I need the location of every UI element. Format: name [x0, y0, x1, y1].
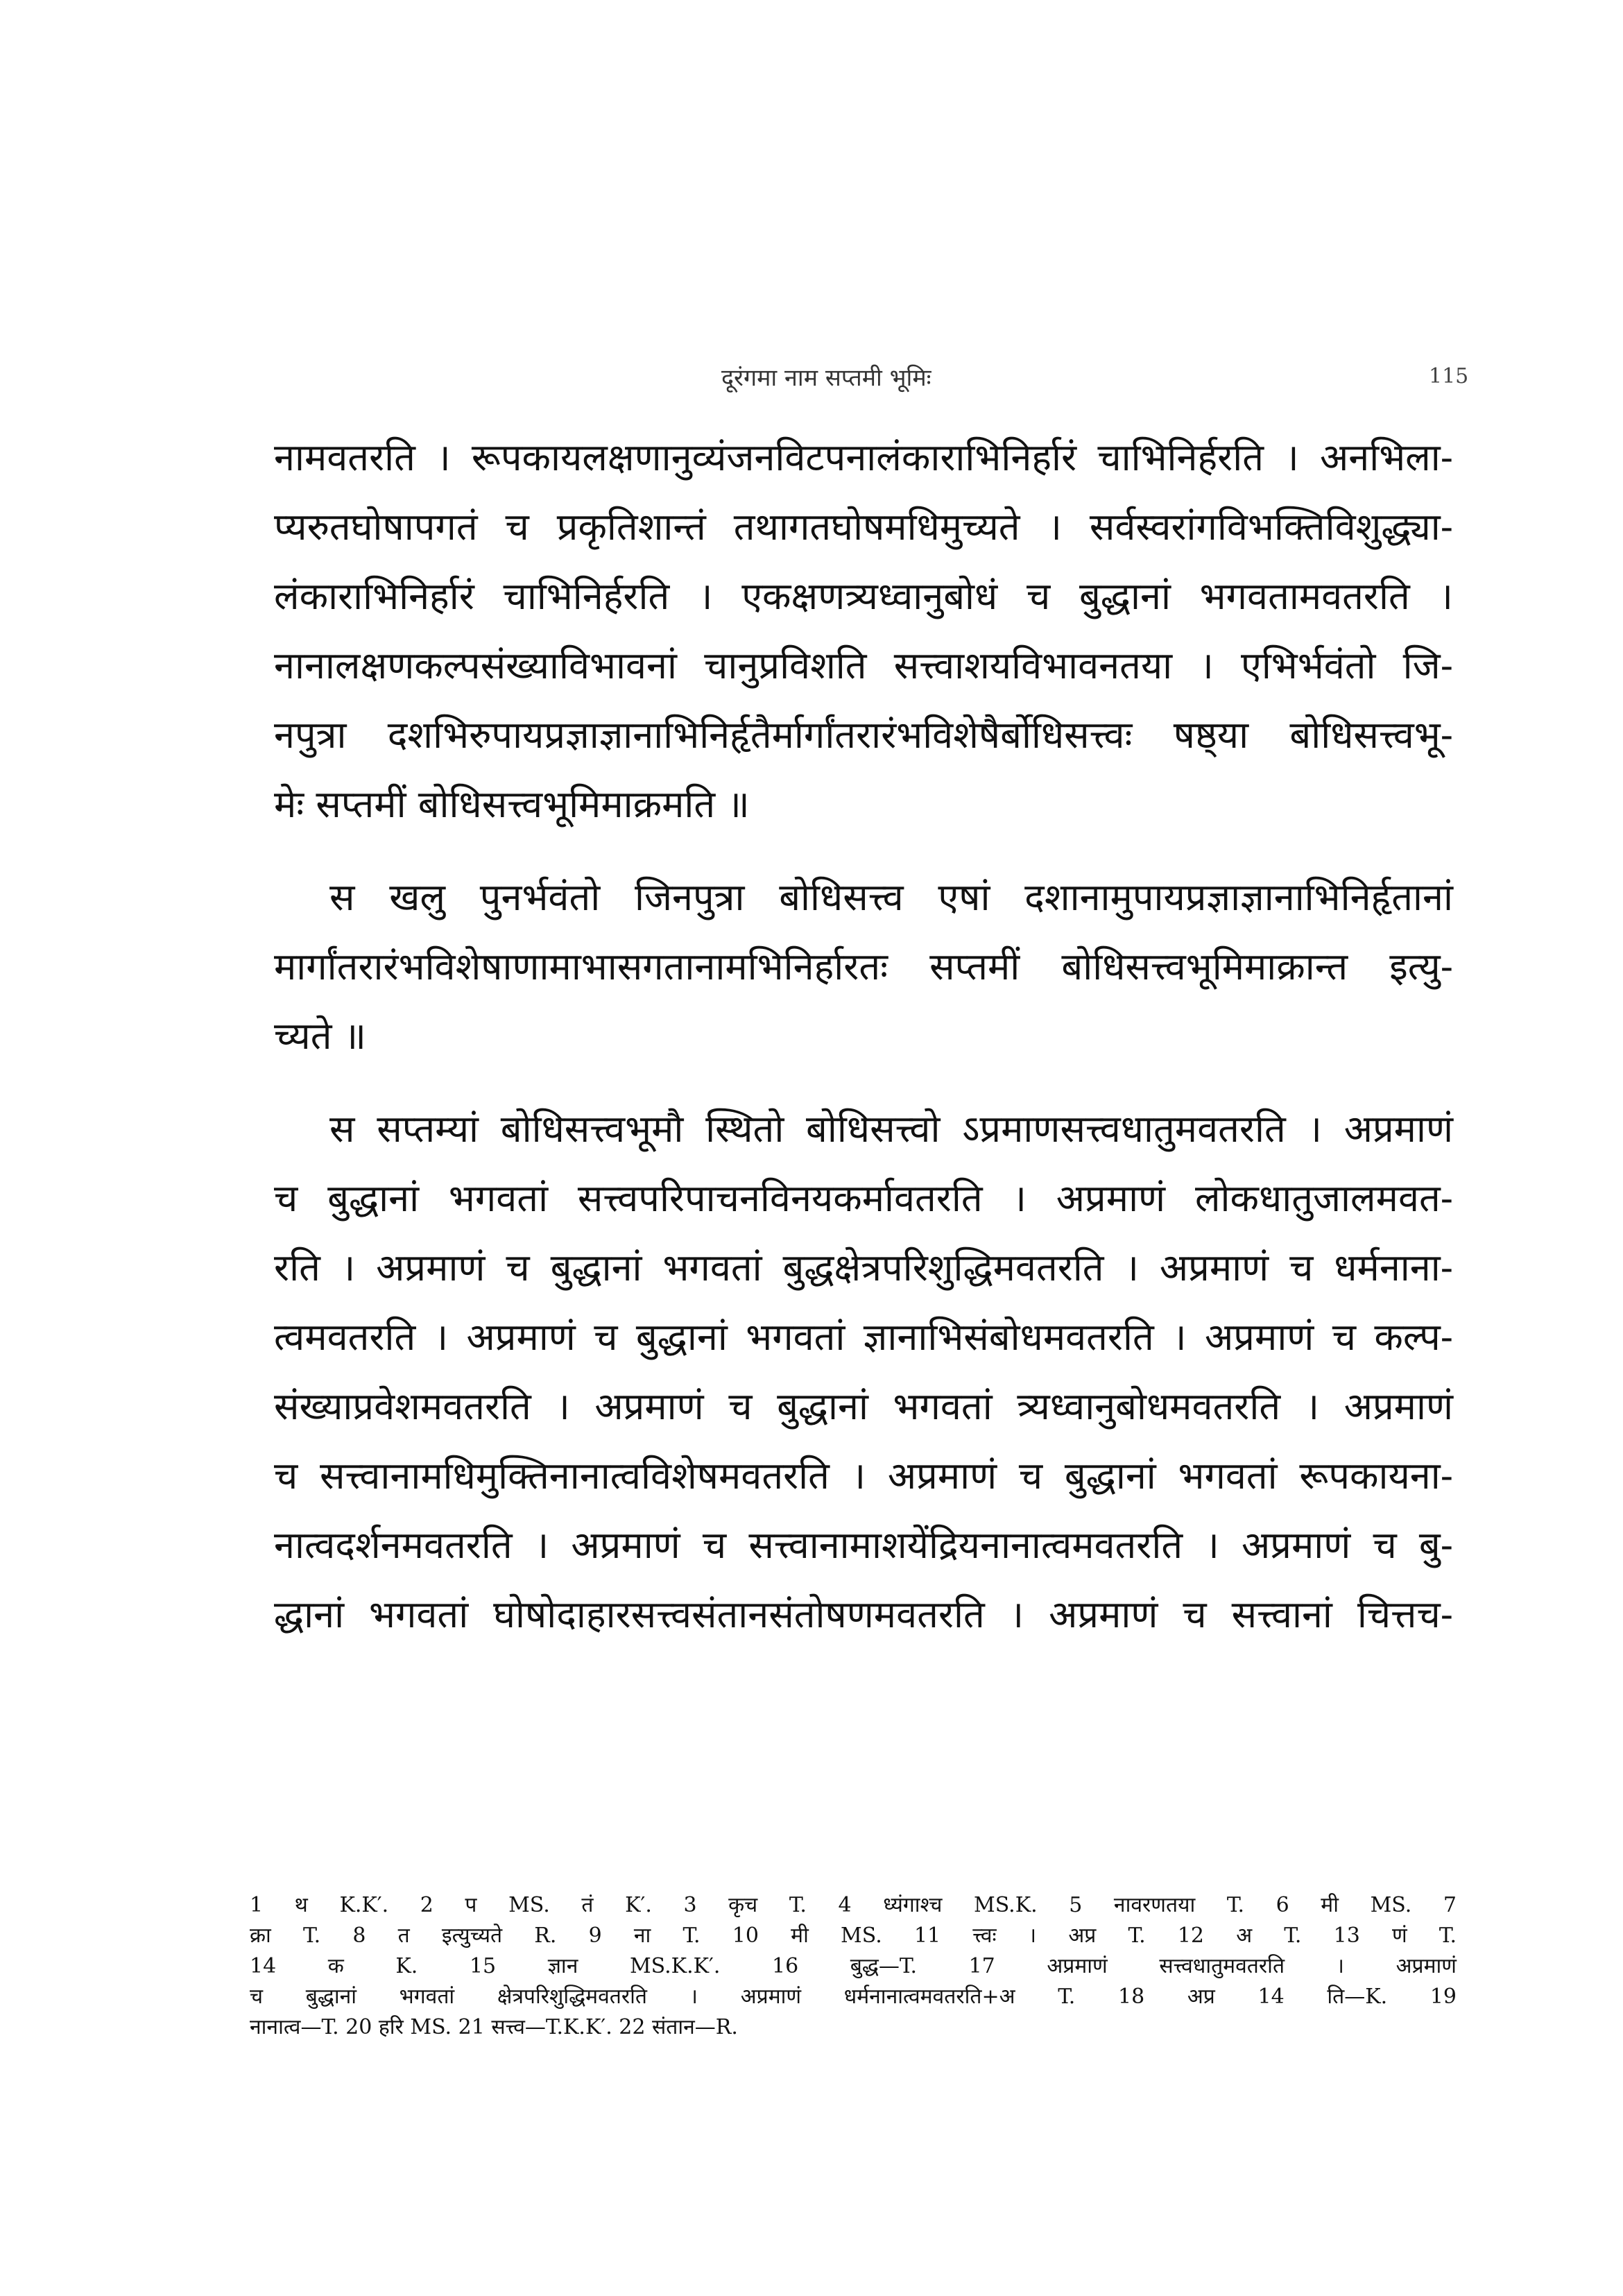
text-line: स सप्तम्यां बोधिसत्त्वभूमौ स्थितो बोधिसत्त्वो ऽप्रमाणसत्त्वधातुमवतरति । अप्रमाणं — [329, 1107, 1453, 1151]
footnote-line: च बुद्धानां भगवतां क्षेत्रपरिशुद्धिमवतरति । अप्रमाणं धर्मनानात्वमवतरति+अ T. 18 अप्र 14 ति—K. 19 — [250, 1985, 1457, 2009]
text-line: संख्याप्रवेशमवतरति । अप्रमाणं च बुद्धानां भगवतां त्र्यध्वानुबोधमवतरति । अप्रमाणं — [274, 1385, 1453, 1428]
footnotes — [250, 1890, 1457, 2043]
text-line: नपुत्रा दशभिरुपायप्रज्ञाज्ञानाभिनिर्हृतैर्मार्गांतरारंभविशेषैर्बोधिसत्त्वः षष्ठ्या बोधिसत्त्वभू- — [274, 713, 1453, 757]
paragraph-1 — [274, 423, 1453, 839]
text-line: लंकाराभिनिर्हारं चाभिनिर्हरति । एकक्षणत्र्यध्वानुबोधं च बुद्धानां भगवतामवतरति । — [274, 574, 1453, 618]
paragraph-3 — [274, 1095, 1453, 1650]
text-line: नामवतरति । रूपकायलक्षणानुव्यंजनविटपनालंकाराभिनिर्हारं चाभिनिर्हरति । अनभिला- — [274, 436, 1453, 479]
running-head: दूरंगमा नाम सप्तमी भूमिः — [721, 364, 931, 392]
text-line: नानालक्षणकल्पसंख्याविभावनां चानुप्रविशति सत्त्वाशयविभावनतया । एभिर्भवंतो जि- — [274, 644, 1453, 687]
page-number: 115 — [1429, 364, 1469, 388]
text-line: स खलु पुनर्भवंतो जिनपुत्रा बोधिसत्त्व एषां दशानामुपायप्रज्ञाज्ञानाभिनिर्हृतानां — [329, 875, 1453, 919]
text-line: त्वमवतरति । अप्रमाणं च बुद्धानां भगवतां ज्ञानाभिसंबोधमवतरति । अप्रमाणं च कल्प- — [274, 1315, 1453, 1359]
footnote-line: क्रा T. 8 त इत्युच्यते R. 9 ना T. 10 मी MS. 11 त्त्वः । अप्र T. 12 अ T. 13 णं T. — [250, 1924, 1457, 1948]
text-line: मार्गांतरारंभविशेषाणामाभासगतानामभिनिर्हारतः सप्तमीं बोधिसत्त्वभूमिमाक्रान्त इत्यु- — [274, 945, 1453, 988]
footnote-line: नानात्व—T. 20 हरि MS. 21 सत्त्व—T.K.K′. 22 संतान—R. — [250, 2015, 738, 2039]
text-line: नात्वदर्शनमवतरति । अप्रमाणं च सत्त्वानामाशयेंद्रियनानात्वमवतरति । अप्रमाणं च बु- — [274, 1523, 1453, 1567]
text-line: च्यते ॥ — [274, 1014, 366, 1058]
body-text — [274, 423, 1453, 1650]
text-line: च बुद्धानां भगवतां सत्त्वपरिपाचनविनयकर्मावतरति । अप्रमाणं लोकधातुजालमवत- — [274, 1176, 1453, 1220]
text-line: द्धानां भगवतां घोषोदाहारसत्त्वसंतानसंतोषणमवतरति । अप्रमाणं च सत्त्वानां चित्तच- — [274, 1593, 1453, 1636]
paragraph-2 — [274, 863, 1453, 1071]
text-line: च सत्त्वानामधिमुक्तिनानात्वविशेषमवतरति । अप्रमाणं च बुद्धानां भगवतां रूपकायना- — [274, 1454, 1453, 1498]
text-line: मेः सप्तमीं बोधिसत्त्वभूमिमाक्रमति ॥ — [274, 782, 750, 826]
text-line: प्यरुतघोषापगतं च प्रकृतिशान्तं तथागतघोषमधिमुच्यते । सर्वस्वरांगविभक्तिविशुद्ध्या- — [274, 505, 1453, 549]
text-line: रति । अप्रमाणं च बुद्धानां भगवतां बुद्धक्षेत्रपरिशुद्धिमवतरति । अप्रमाणं च धर्मनाना- — [274, 1246, 1453, 1290]
footnote-line: 1 थ K.K′. 2 प MS. तं K′. 3 कृच T. 4 ध्यंगाश्च MS.K. 5 नावरणतया T. 6 मी MS. 7 — [250, 1893, 1457, 1917]
footnote-line: 14 क K. 15 ज्ञान MS.K.K′. 16 बुद्ध—T. 17 अप्रमाणं सत्त्वधातुमवतरति । अप्रमाणं — [250, 1954, 1457, 1978]
